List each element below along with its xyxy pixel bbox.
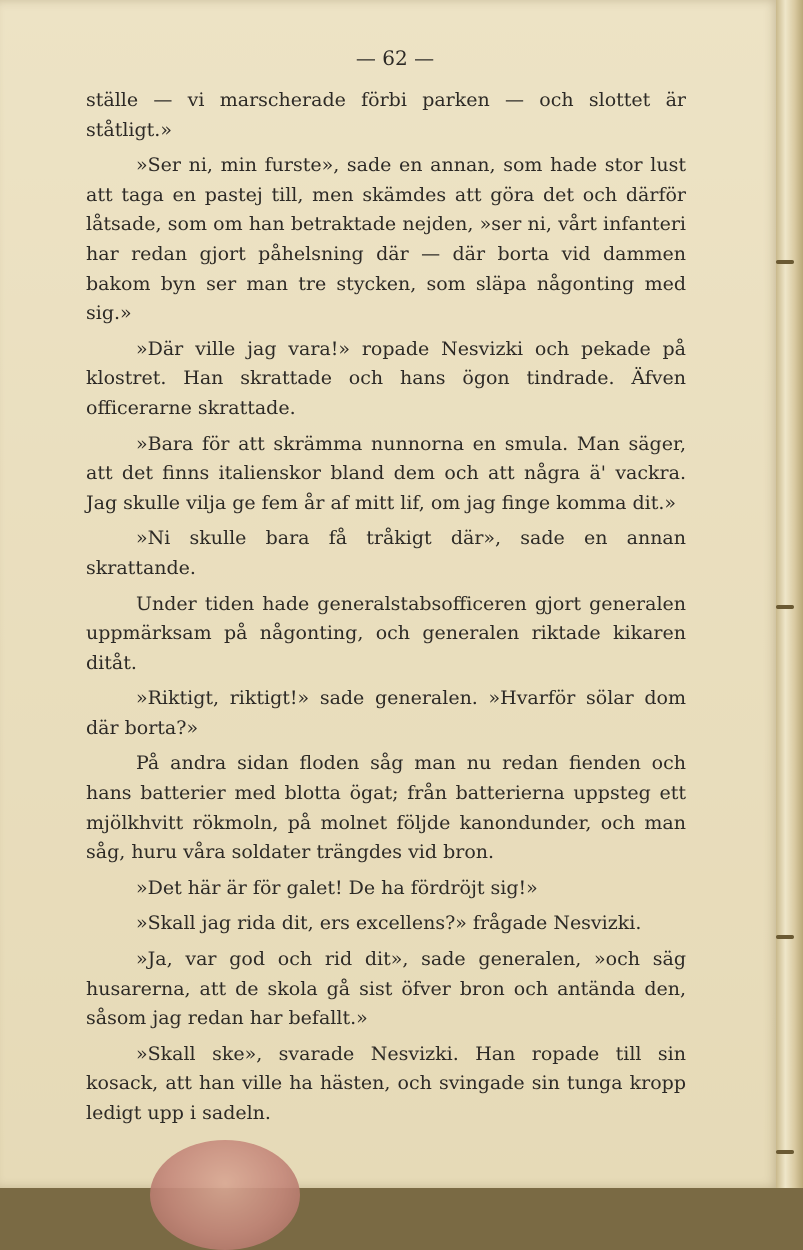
page-edge-mark (776, 935, 794, 939)
paragraph: »Riktigt, riktigt!» sade generalen. »Hvarför sölar dom där borta?» (86, 687, 686, 739)
page-edge-mark (776, 260, 794, 264)
paragraph: »Där ville jag vara!» ropade Nesvizki och pekade på klostret. Han skrattade och hans ögon tindrade. Äfven officerarne skrattade. (86, 337, 686, 419)
page-edge-mark (776, 605, 794, 609)
paragraph: »Skall jag rida dit, ers excellens?» frågade Nesvizki. (136, 912, 642, 935)
paragraph: »Ser ni, min furste», sade en annan, som hade stor lust att taga en pastej till, men skämdes att göra det och därför låtsade, som om han betraktade nejden, »ser ni, vårt infanteri har redan gjort påhelsning där — där borta vid dammen bakom byn ser man tre stycken, som släpa någonting med sig.» (86, 154, 686, 325)
page-edge-stack (776, 0, 803, 1188)
paragraph: »Ja, var god och rid dit», sade generalen, »och säg husarerna, att de skola gå sist öfver bron och antända den, såsom jag redan har befallt.» (86, 948, 686, 1030)
thumb-photo (150, 1140, 300, 1250)
page-number: — 62 — (355, 46, 435, 70)
paragraph: »Ni skulle bara få tråkigt där», sade en annan skrattande. (86, 527, 686, 579)
body-text (86, 86, 686, 1135)
paragraph: »Det här är för galet! De ha fördröjt sig!» (136, 876, 538, 899)
paragraph: Under tiden hade generalstabsofficeren gjort generalen uppmärksam på någonting, och generalen riktade kikaren ditåt. (86, 592, 686, 674)
paragraph: »Skall ske», svarade Nesvizki. Han ropade till sin kosack, att han ville ha hästen, och svingade sin tunga kropp ledigt upp i sadeln. (86, 1042, 686, 1124)
paragraph: »Bara för att skrämma nunnorna en smula. Man säger, att det finns italienskor bland dem och att några ä' vackra. Jag skulle vilja ge fem år af mitt lif, om jag finge komma dit.» (86, 432, 686, 514)
page-edge-mark (776, 1150, 794, 1154)
paragraph: På andra sidan floden såg man nu redan fienden och hans batterier med blotta ögat; från batterierna uppsteg ett mjölkhvitt rökmoln, på molnet följde kanondunder, och man såg, huru våra soldater trängdes vid bron. (86, 752, 686, 864)
paragraph: ställe — vi marscherade förbi parken — och slottet är ståtligt.» (86, 89, 686, 141)
